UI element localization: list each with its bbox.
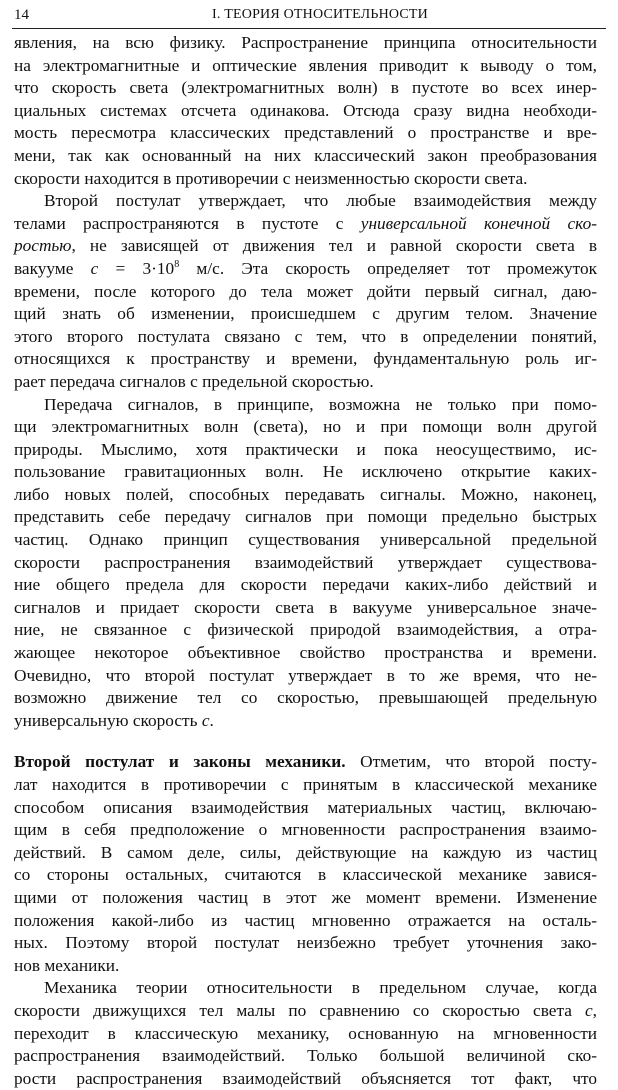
speed-of-light-symbol: c [201,710,210,730]
page-number: 14 [14,7,29,23]
paragraph [14,190,597,393]
text-line: частиц. Однако принцип существования универсальной предельной [14,530,597,550]
italic-term: универсальной конечной ско- [360,213,597,233]
text-line: рает передача сигналов с предельной скоростью. [14,371,374,391]
section [14,751,597,977]
text-line: возможно движение тел со скоростью, превышающей предельную [14,688,597,708]
text-line: Передача сигналов, в принципе, возможна не только при помо- [44,394,597,414]
text-line [14,235,597,258]
text-line: положения какой-либо из частиц мгновенно отражается на осталь- [14,910,597,930]
speed-of-light-symbol: c [90,258,99,278]
formula-text: = 3·10 [98,258,175,278]
text-line: щи электромагнитных волн (света), но и при помощи волн другой [14,417,597,437]
text-line: щим в себя предположение о мгновенности распространения взаимо- [14,820,597,840]
text-span: скорости движущихся тел малы по сравнению со скоростью света [14,1000,585,1020]
text-line: лат находится в противоречии с принятым в классической механике [14,775,597,794]
text-line: циальных системах отсчета одинакова. Отсюда сразу видна необходи- [14,100,597,120]
text-line: ние, не связанное с физической природой взаимодействия, а отра- [14,620,597,640]
text-span: вакууме [14,258,91,278]
section-gap [14,732,597,751]
text-line: мость пересмотра классических представлений о пространстве и вре- [14,123,597,143]
text-span: . [209,710,214,730]
text-line [14,258,597,281]
text-span: , [592,1000,597,1020]
page-header [12,4,606,29]
text-line: что скорость света (электромагнитных волн) в пустоте во всех инер- [14,78,597,98]
text-line: рости распространения взаимодействий объясняется тот факт, что [14,1068,597,1088]
text-line: либо новых полей, способных передавать сигналы. Можно, наконец, [14,484,597,504]
text-line: относящихся к пространству и времени, фундаментальную роль иг- [14,349,597,369]
italic-term: ростью [14,236,72,256]
text-line: ние общего предела для скорости передачи каких-либо действий и [14,575,597,595]
body-text [14,32,597,1090]
text-span: , не зависящей от движения тел и равной скорости света в [71,236,597,256]
text-line: Второй постулат утверждает, что любые взаимодействия между [44,191,597,211]
running-title: I. ТЕОРИЯ ОТНОСИТЕЛЬНОСТИ [212,7,428,22]
text-line: представить себе передачу сигналов при помощи предельно быстрых [14,507,597,527]
text-line [14,1000,597,1023]
text-line: Очевидно, что второй постулат утверждает в то же время, что не- [14,665,597,685]
text-line: Механика теории относительности в предельном случае, когда [44,978,597,998]
text-line: этого второго постулата связано с тем, что в определении понятий, [14,326,597,346]
text-line: природы. Мыслимо, хотя практически и пока неосуществимо, ис- [14,439,597,459]
text-span: телами распространяются в пустоте с [14,213,361,233]
text-line: мени, так как основанный на них классический закон преобразования [14,145,597,165]
text-line [14,710,597,733]
text-line: способом описания взаимодействия материальных частиц, включаю- [14,797,597,817]
text-line: переходит в классическую механику, основанную на мгновенности [14,1023,597,1043]
text-line: ных. Поэтому второй постулат неизбежно требует уточнения зако- [14,933,597,953]
text-line: сигналов и придает скорости света в вакууме универсальное значе- [14,597,597,617]
text-line: щий знать об изменении, происшедшем с другим телом. Значение [14,304,597,324]
section-heading: Второй постулат и законы механики. [14,752,346,772]
text-line: действий. В самом деле, силы, действующие на каждую из частиц [14,842,597,862]
text-span: м/с. Эта скорость определяет тот промежуток [179,258,597,278]
exponent: 8 [174,258,180,270]
text-line: скорости распространения взаимодействий утверждает существова- [14,552,597,572]
paragraph [14,394,597,733]
text-line: явления, на всю физику. Распространение принципа относительности [14,33,597,52]
paragraph [14,977,597,1090]
text-line: со стороны остальных, считаются в классической механике завися- [14,865,597,885]
text-line: жающее некоторое объективное свойство пространства и времени. [14,643,597,663]
paragraph [14,32,597,190]
text-line [14,751,597,774]
text-line: щими от положения частиц в этот же момент времени. Изменение [14,887,597,907]
text-line: времени, после которого до тела может дойти первый сигнал, даю- [14,281,597,301]
text-line [14,213,597,236]
text-line: скорости находится в противоречии с неизменностью скорости света. [14,168,528,188]
text-line: нов механики. [14,955,120,975]
text-span: Отметим, что второй посту- [345,752,597,772]
speed-of-light-symbol: c [585,1000,593,1020]
text-line: пользование гравитационных волн. Не исключено открытие каких- [14,462,597,482]
text-line: на электромагнитные и оптические явления приводит к выводу о том, [14,55,597,75]
text-span: универсальную скорость [14,710,202,730]
text-line: распространения взаимодействий. Только большой величиной ско- [14,1046,597,1066]
